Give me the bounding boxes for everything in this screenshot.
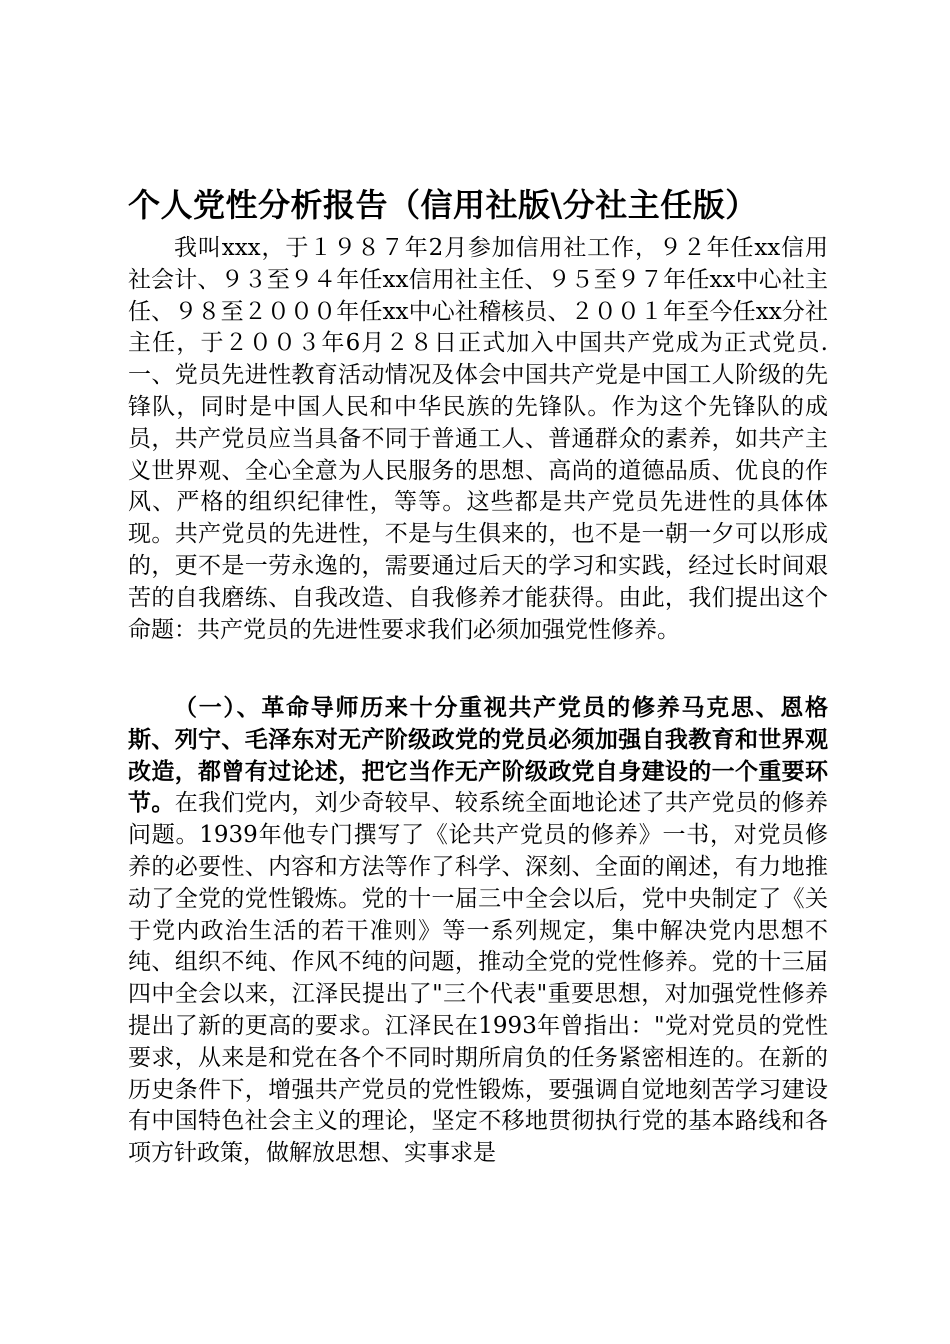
section-one-body: 在我们党内，刘少奇较早、较系统全面地论述了共产党员的修养问题。1939年他专门撰写了《论共产党员的修养》一书，对党员修养的必要性、内容和方法等作了科学、深刻、全面的阐述，有力地推动了全党的党性锻炼。党的十一届三中全会以后，党中央制定了《关于党内政治生活的若干准则》等一系列规定，集中解决党内思想不纯、组织不纯、作风不纯的问题，推动全党的党性修养。党的十三届四中全会以来，江泽民提出了"三个代表"重要思想，对加强党性修养提出了新的更高的要求。江泽民在1993年曾指出："党对党员的党性要求，从来是和党在各个不同时期所肩负的任务紧密相连的。在新的历史条件下，增强共产党员的党性锻炼，要强调自觉地刻苦学习建设有中国特色社会主义的理论，坚定不移地贯彻执行党的基本路线和各项方针政策，做解放思想、实事求是 xyxy=(128,790,829,1167)
section-one-heading: （一）、革命导师历来十分重视共产党员的修养马克思、恩格斯、列宁、毛泽东对无产阶级政党的党员必须加强自我教育和世界观改造，都曾有过论述，把它当作无产阶级政党自身建设的一个重要环节。 xyxy=(128,695,828,817)
paragraph-section-one xyxy=(128,693,828,1170)
document-title: 个人党性分析报告（信用社版\分社主任版） xyxy=(128,186,758,224)
paragraph-intro: 我叫xxx，于１９８７年2月参加信用社工作，９２年任xx信用社会计、９３至９４年任xx信用社主任、９５至９７年任xx中心社主任、９８至２０００年任xx中心社稽核员、２００１年至今任xx分社主任，于２００３年6月２８日正式加入中国共产党成为正式党员.一、党员先进性教育活动情况及体会中国共产党是中国工人阶级的先锋队，同时是中国人民和中华民族的先锋队。作为这个先锋队的成员，共产党员应当具备不同于普通工人、普通群众的素养，如共产主义世界观、全心全意为人民服务的思想、高尚的道德品质、优良的作风、严格的组织纪律性，等等。这些都是共产党员先进性的具体体现。共产党员的先进性，不是与生俱来的，也不是一朝一夕可以形成的，更不是一劳永逸的，需要通过后天的学习和实践，经过长时间艰苦的自我磨练、自我改造、自我修养才能获得。由此，我们提出这个命题：共产党员的先进性要求我们必须加强党性修养。 xyxy=(128,235,828,643)
